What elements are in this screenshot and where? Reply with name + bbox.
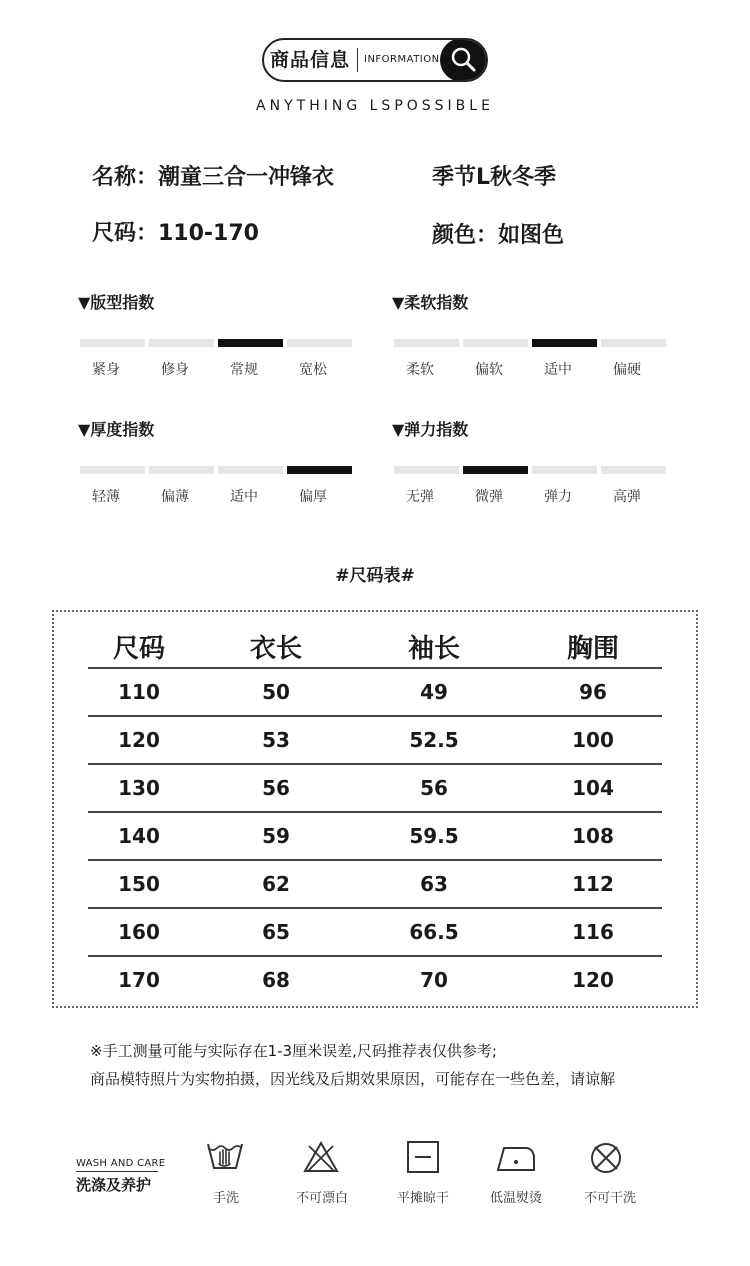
index-option-label: 无弹 bbox=[406, 489, 434, 505]
index-option-label: 弹力 bbox=[544, 489, 572, 505]
size-chart-cell: 59.5 bbox=[409, 824, 459, 848]
size-chart-row-divider bbox=[88, 859, 662, 861]
note-color-difference: 商品模特照片为实物拍摄，因光线及后期效果原因，可能存在一些色差，请谅解 bbox=[90, 1070, 616, 1088]
header-title-cn: 商品信息 bbox=[270, 49, 351, 71]
header-subtitle: ANYTHING LSPOSSIBLE bbox=[256, 98, 494, 114]
index-option-label: 宽松 bbox=[299, 362, 327, 378]
size-chart-cell: 130 bbox=[118, 776, 160, 800]
size-chart-row-divider bbox=[88, 715, 662, 717]
care-label-hand-wash: 手洗 bbox=[212, 1191, 239, 1206]
index-segment bbox=[601, 339, 666, 347]
index-segment bbox=[218, 466, 283, 474]
size-chart-cell: 120 bbox=[572, 968, 614, 992]
index-option-label: 常规 bbox=[230, 362, 258, 378]
care-label-no-bleach: 不可漂白 bbox=[295, 1191, 348, 1206]
size-chart-cell: 140 bbox=[118, 824, 160, 848]
index-option-label: 微弹 bbox=[475, 489, 503, 505]
no-dry-clean-icon bbox=[588, 1140, 624, 1176]
index-segment bbox=[287, 339, 352, 347]
index-option-label: 偏硬 bbox=[613, 362, 641, 378]
header-divider bbox=[357, 48, 358, 72]
size-chart-header: 胸围 bbox=[566, 634, 619, 664]
index-segment bbox=[80, 339, 145, 347]
size-chart-cell: 160 bbox=[118, 920, 160, 944]
size-chart-cell: 96 bbox=[579, 680, 607, 704]
care-title-en: WASH AND CARE bbox=[76, 1158, 166, 1169]
hand-wash-icon bbox=[205, 1138, 245, 1174]
size-chart-cell: 63 bbox=[420, 872, 448, 896]
size-chart-cell: 53 bbox=[262, 728, 290, 752]
index-title: ▼厚度指数 bbox=[78, 420, 155, 439]
no-bleach-icon bbox=[302, 1140, 340, 1174]
index-option-label: 适中 bbox=[544, 362, 572, 378]
size-chart-cell: 170 bbox=[118, 968, 160, 992]
product-size-range: 尺码：110-170 bbox=[92, 221, 259, 246]
note-measurement: ※手工测量可能与实际存在1-3厘米误差,尺码推荐表仅供参考; bbox=[90, 1042, 497, 1060]
index-option-label: 紧身 bbox=[92, 362, 120, 378]
index-title: ▼柔软指数 bbox=[392, 293, 469, 312]
index-title: ▼版型指数 bbox=[78, 293, 155, 312]
size-chart-header: 衣长 bbox=[249, 634, 302, 664]
index-segment bbox=[463, 339, 528, 347]
size-chart-cell: 110 bbox=[118, 680, 160, 704]
index-segment bbox=[394, 466, 459, 474]
size-chart-cell: 50 bbox=[262, 680, 290, 704]
size-chart-cell: 66.5 bbox=[409, 920, 459, 944]
index-option-label: 轻薄 bbox=[92, 489, 120, 505]
info-header-pill bbox=[262, 38, 488, 82]
size-chart-cell: 108 bbox=[572, 824, 614, 848]
index-option-label: 柔软 bbox=[406, 362, 434, 378]
size-chart-title: #尺码表# bbox=[335, 566, 415, 586]
product-name: 名称：潮童三合一冲锋衣 bbox=[92, 165, 335, 190]
size-chart-row-divider bbox=[88, 811, 662, 813]
size-chart-row-divider bbox=[88, 907, 662, 909]
index-segment bbox=[80, 466, 145, 474]
size-chart-cell: 68 bbox=[262, 968, 290, 992]
index-segment bbox=[394, 339, 459, 347]
size-chart-row-divider bbox=[88, 955, 662, 957]
size-chart-cell: 59 bbox=[262, 824, 290, 848]
size-chart-cell: 56 bbox=[420, 776, 448, 800]
size-chart-cell: 100 bbox=[572, 728, 614, 752]
care-label-dry-flat: 平摊晾干 bbox=[396, 1191, 449, 1206]
size-chart-row-divider bbox=[88, 667, 662, 669]
size-chart-cell: 70 bbox=[420, 968, 448, 992]
care-label-low-iron: 低温熨烫 bbox=[489, 1191, 542, 1206]
header-title-en: INFORMATION bbox=[364, 54, 440, 65]
index-title: ▼弹力指数 bbox=[392, 420, 469, 439]
index-option-label: 适中 bbox=[230, 489, 258, 505]
size-chart-cell: 49 bbox=[420, 680, 448, 704]
care-title-cn: 洗涤及养护 bbox=[76, 1176, 152, 1194]
size-chart-cell: 116 bbox=[572, 920, 614, 944]
care-title-underline bbox=[76, 1171, 158, 1172]
size-chart-cell: 120 bbox=[118, 728, 160, 752]
size-chart-cell: 112 bbox=[572, 872, 614, 896]
index-segment bbox=[532, 466, 597, 474]
dry-flat-icon bbox=[406, 1140, 440, 1174]
index-segment bbox=[601, 466, 666, 474]
index-option-label: 偏薄 bbox=[161, 489, 189, 505]
index-option-label: 偏厚 bbox=[299, 489, 327, 505]
index-segment bbox=[149, 339, 214, 347]
size-chart-row-divider bbox=[88, 763, 662, 765]
size-chart-cell: 56 bbox=[262, 776, 290, 800]
size-chart-header: 袖长 bbox=[407, 634, 460, 664]
size-chart-cell: 104 bbox=[572, 776, 614, 800]
product-color: 颜色：如图色 bbox=[432, 223, 565, 248]
index-segment-selected bbox=[463, 466, 528, 474]
low-iron-icon bbox=[494, 1142, 538, 1174]
size-chart-cell: 62 bbox=[262, 872, 290, 896]
product-season: 季节L秋冬季 bbox=[432, 165, 557, 190]
index-segment-selected bbox=[532, 339, 597, 347]
index-option-label: 修身 bbox=[161, 362, 189, 378]
care-label-no-dry-clean: 不可干洗 bbox=[583, 1191, 636, 1206]
search-icon bbox=[440, 38, 488, 82]
index-segment-selected bbox=[287, 466, 352, 474]
size-chart-cell: 150 bbox=[118, 872, 160, 896]
size-chart-cell: 65 bbox=[262, 920, 290, 944]
index-option-label: 偏软 bbox=[475, 362, 503, 378]
size-chart-header: 尺码 bbox=[112, 634, 165, 664]
size-chart-frame bbox=[52, 610, 698, 1008]
index-segment bbox=[149, 466, 214, 474]
size-chart-cell: 52.5 bbox=[409, 728, 459, 752]
index-segment-selected bbox=[218, 339, 283, 347]
index-option-label: 高弹 bbox=[613, 489, 641, 505]
